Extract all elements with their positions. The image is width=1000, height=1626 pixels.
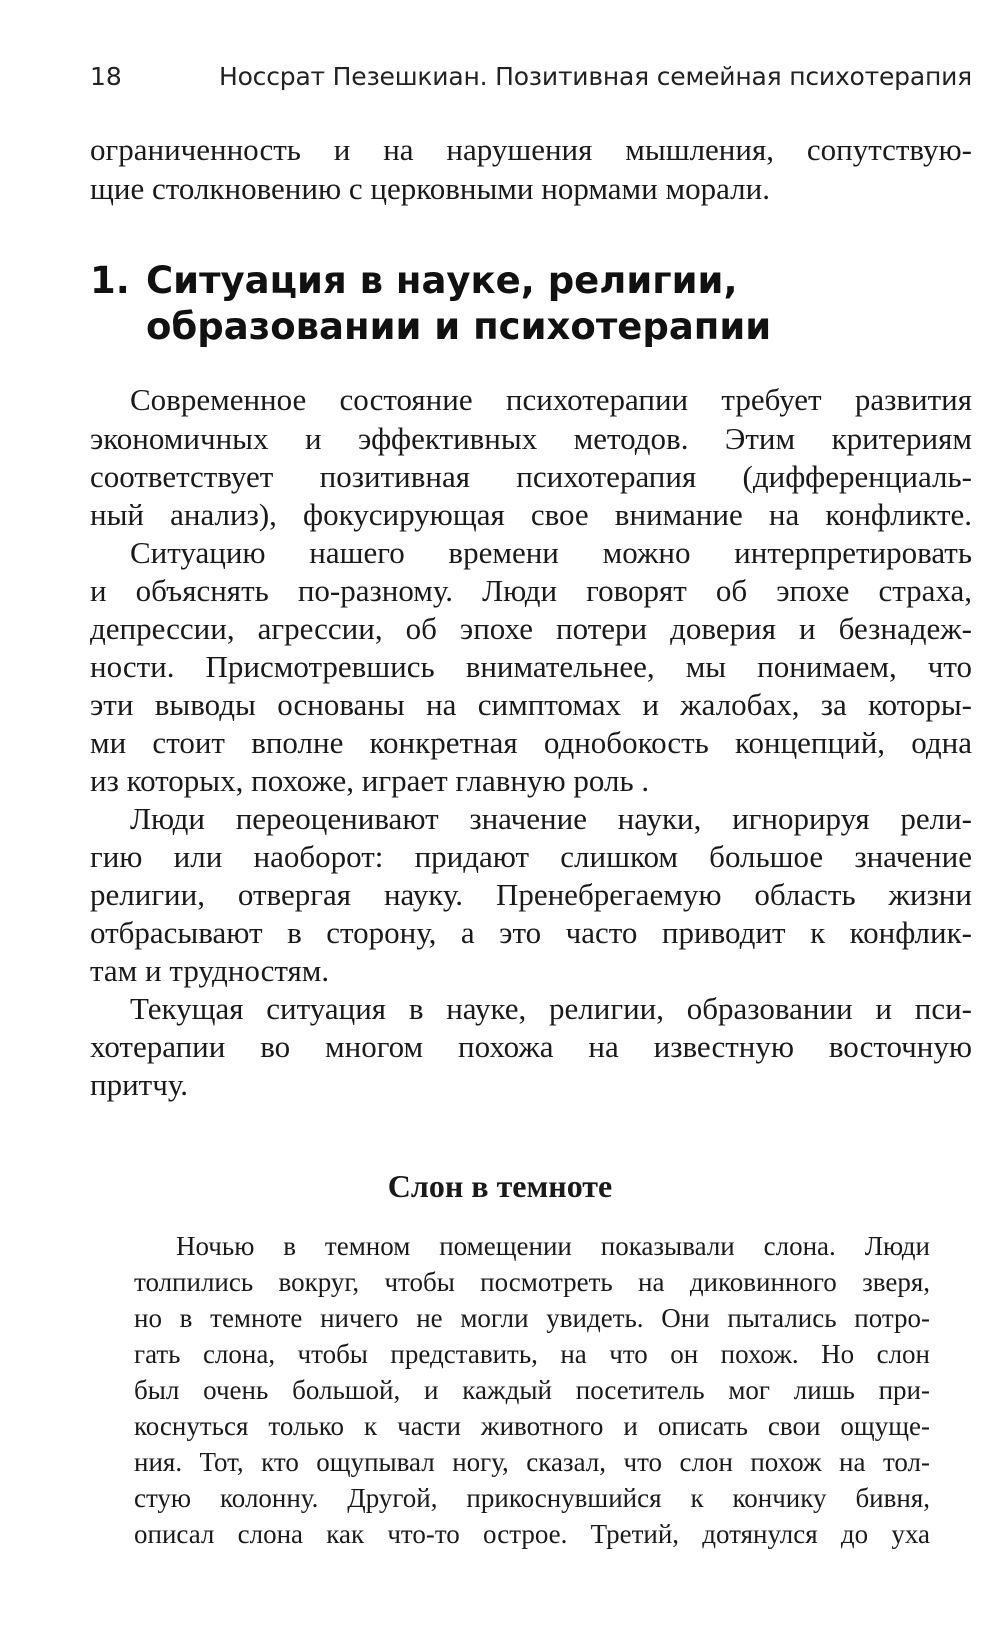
paragraph-line: Ситуацию нашего времени можно интерпретировать: [130, 535, 972, 570]
paragraph-line: соответствует позитивная психотерапия (дифференциаль-: [90, 459, 972, 494]
paragraph-line: гию или наоборот: придают слишком большое значение: [90, 839, 972, 874]
paragraph-line: Люди переоценивают значение науки, игнорируя рели-: [130, 801, 972, 836]
paragraph-line: ми стоит вполне конкретная однобокость концепций, одна: [90, 725, 972, 760]
paragraph-line: ности. Присмотревшись внимательнее, мы понимаем, что: [90, 649, 972, 684]
paragraph-line: отбрасывают в сторону, а это часто приводит к конфлик-: [90, 915, 972, 950]
section-title-line: Ситуация в науке, религии,: [146, 259, 738, 302]
parable-line: коснуться только к части животного и описать свои ощуще-: [134, 1411, 930, 1441]
paragraph-line: Современное состояние психотерапии требует развития: [130, 382, 972, 417]
running-header: [90, 62, 972, 102]
paragraph-line: там и трудностям.: [90, 953, 330, 988]
parable-line: толпились вокруг, чтобы посмотреть на диковинного зверя,: [134, 1267, 930, 1297]
parable-line: описал слона как что-то острое. Третий, дотянулся до уха: [134, 1519, 930, 1549]
intro-line: ограниченность и на нарушения мышления, сопутствую-: [90, 132, 972, 167]
parable-title: Слон в темноте: [387, 1168, 613, 1204]
section-number: 1.: [90, 259, 130, 302]
paragraph-line: и объяснять по-разному. Люди говорят об эпохе страха,: [90, 573, 972, 608]
parable-line: стую колонну. Другой, прикоснувшийся к кончику бивня,: [134, 1483, 930, 1513]
paragraph-line: экономичных и эффективных методов. Этим критериям: [90, 421, 972, 456]
paragraph-line: депрессии, агрессии, об эпохе потери доверия и безнадеж-: [90, 611, 972, 646]
intro-line: щие столкновению с церковными нормами морали.: [90, 171, 770, 206]
paragraph-line: притчу.: [90, 1067, 188, 1102]
parable-line: ния. Тот, кто ощупывал ногу, сказал, что слон похож на тол-: [134, 1447, 930, 1477]
paragraph-line: религии, отвергая науку. Пренебрегаемую область жизни: [90, 877, 972, 912]
running-title: Носсрат Пезешкиан. Позитивная семейная психотерапия: [218, 62, 972, 91]
paragraph-line: Текущая ситуация в науке, религии, образовании и пси-: [130, 991, 972, 1026]
paragraph-line: из которых, похоже, играет главную роль .: [90, 763, 650, 798]
paragraph-line: ный анализ), фокусирующая свое внимание на конфликте.: [90, 497, 972, 532]
parable-line: но в темноте ничего не могли увидеть. Они пытались потро-: [134, 1303, 930, 1333]
parable-line: был очень большой, и каждый посетитель мог лишь при-: [134, 1375, 930, 1405]
section-title-line: образовании и психотерапии: [146, 305, 772, 348]
page-number: 18: [90, 62, 122, 91]
paragraph-line: эти выводы основаны на симптомах и жалобах, за которы-: [90, 687, 972, 722]
parable-line: Ночью в темном помещении показывали слона. Люди: [176, 1231, 930, 1261]
paragraph-line: хотерапии во многом похожа на известную восточную: [90, 1029, 972, 1064]
parable-line: гать слона, чтобы представить, на что он похож. Но слон: [134, 1339, 930, 1369]
